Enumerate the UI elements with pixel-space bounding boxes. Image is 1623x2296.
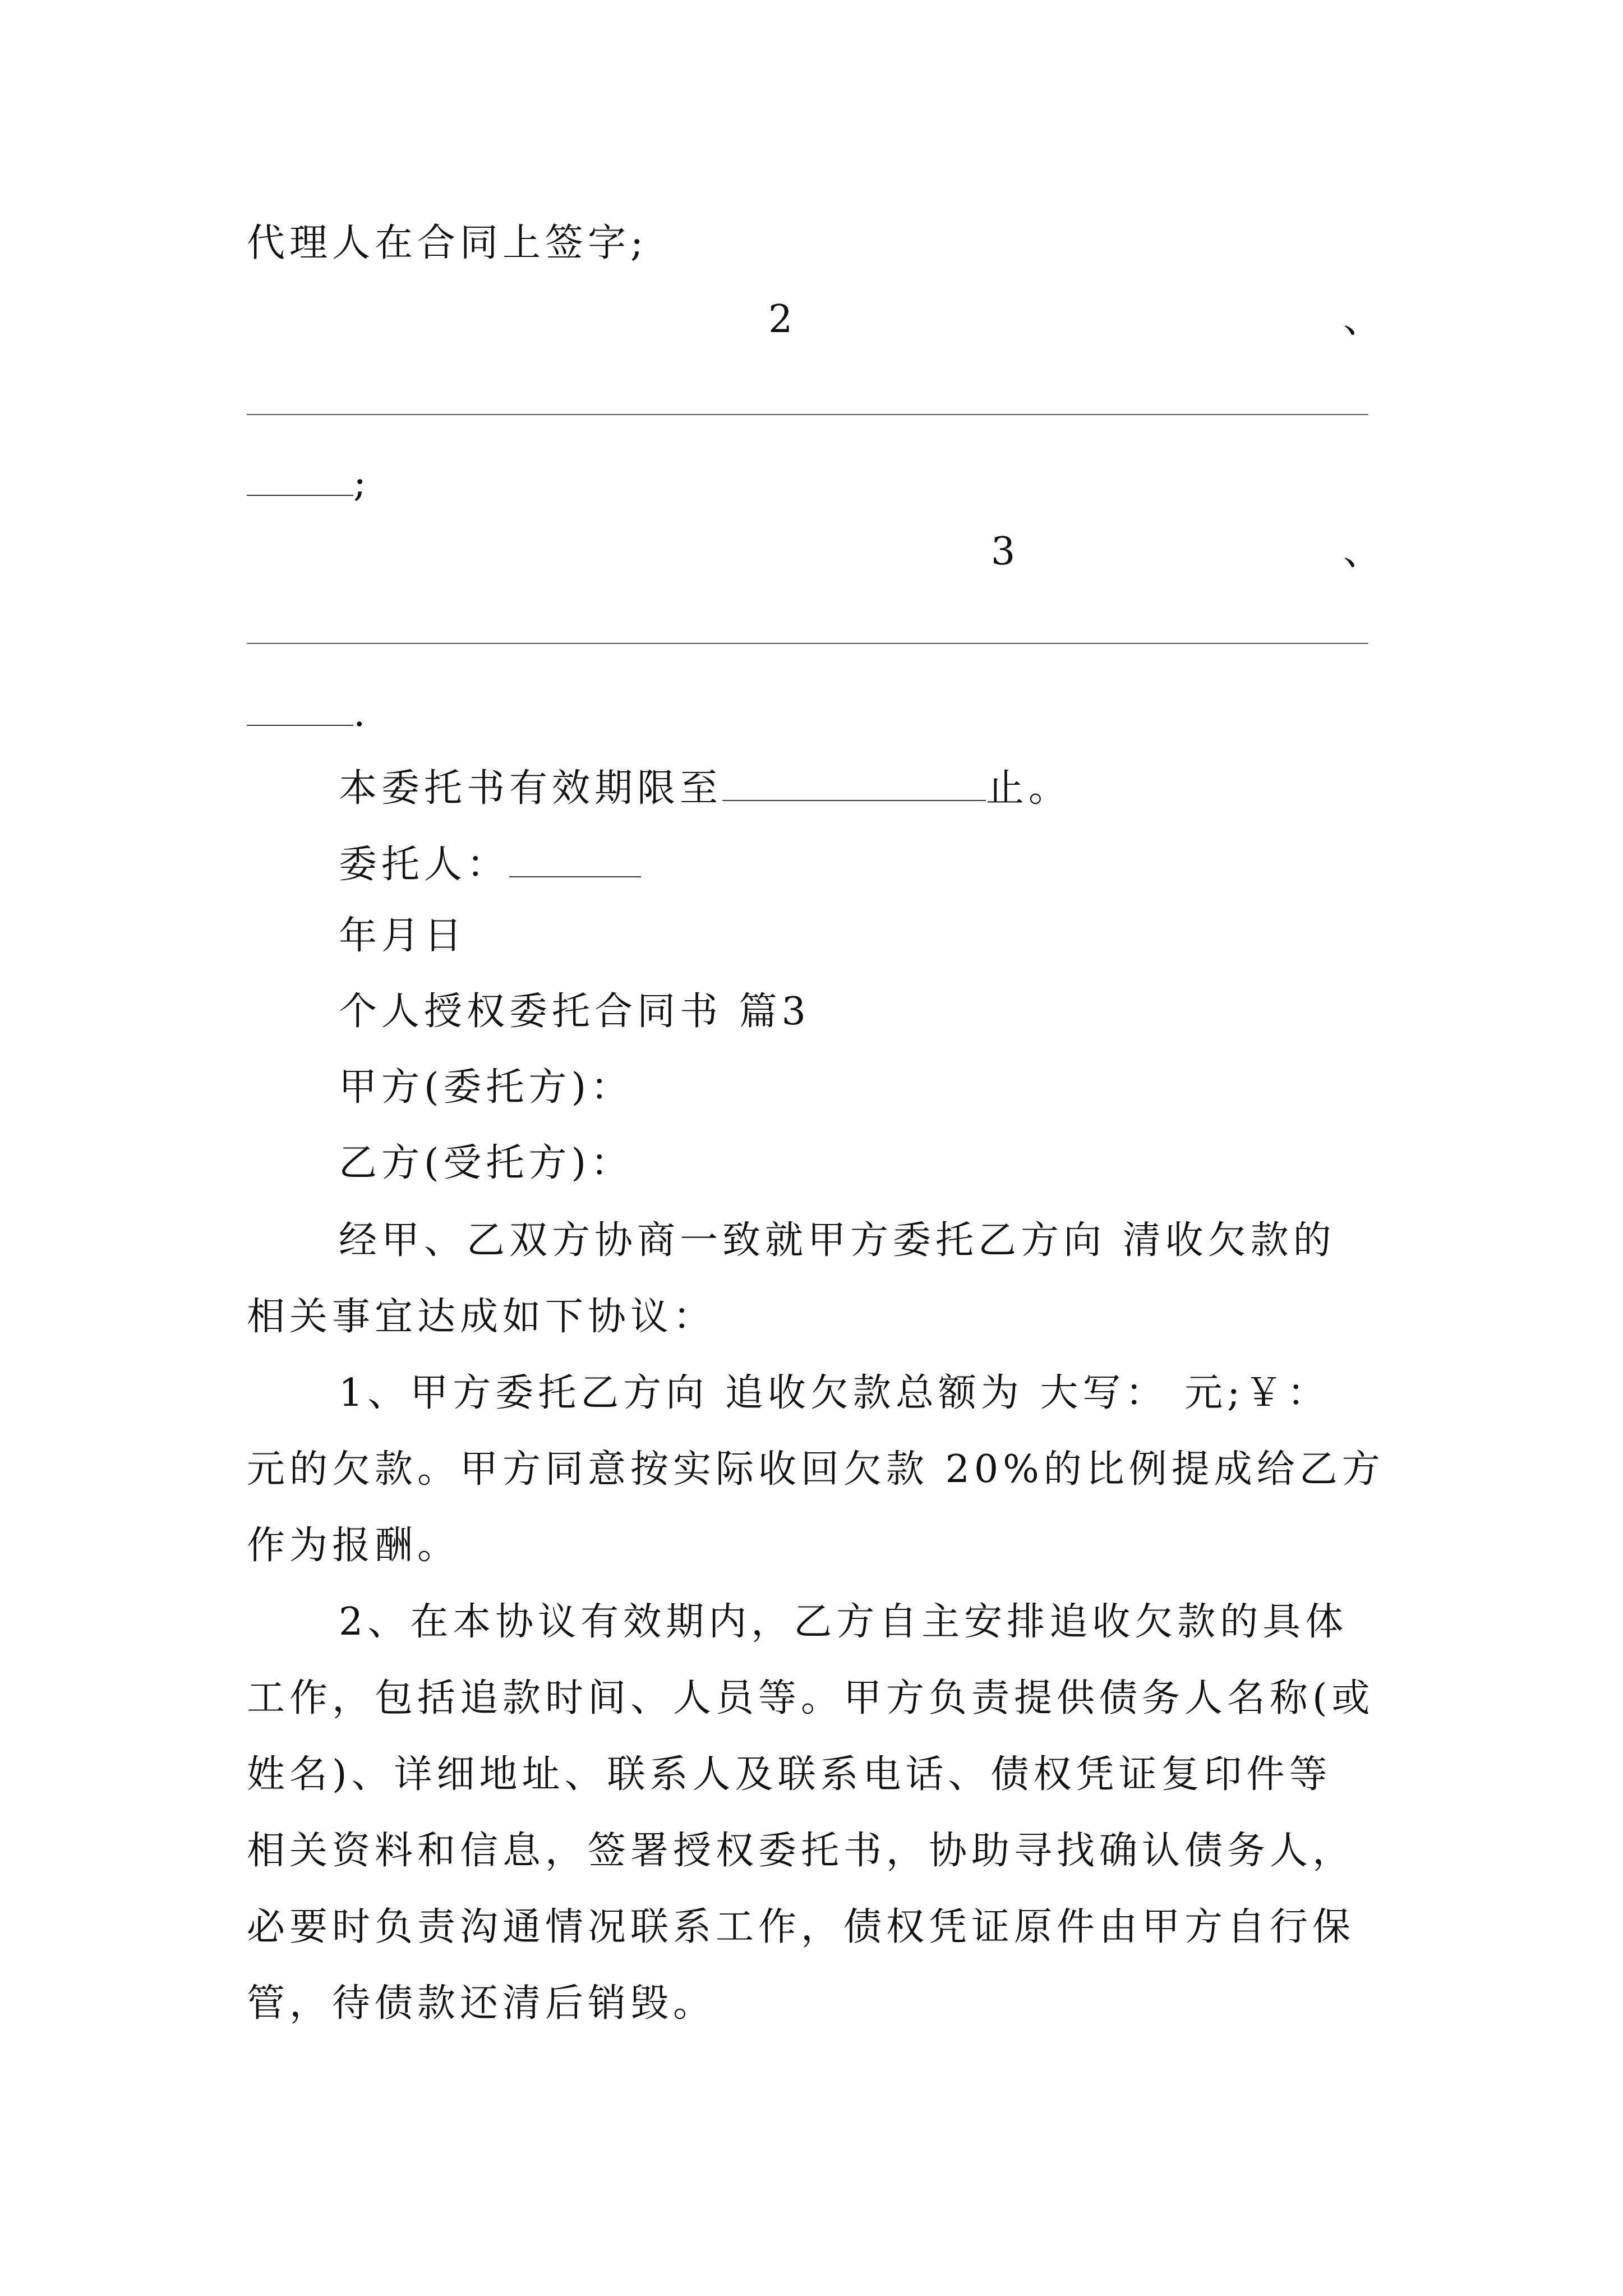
enumeration-mark: 、 <box>1343 530 1382 574</box>
paragraph-line: 相关事宜达成如下协议： <box>247 1295 716 1339</box>
item-number: 2 <box>768 297 793 342</box>
validity-line <box>339 765 1072 811</box>
fill-in-blank <box>247 460 353 496</box>
enumeration-mark: 、 <box>1343 297 1382 342</box>
text-line <box>247 690 370 733</box>
text-line <box>247 460 371 503</box>
fill-in-blank <box>247 690 353 726</box>
fill-in-rule <box>247 414 1368 415</box>
text-line: 代理人在合同上签字; <box>247 221 648 265</box>
item-number: 3 <box>991 530 1016 574</box>
section-heading: 个人授权委托合同书 篇3 <box>339 990 810 1034</box>
punctuation: ; <box>353 461 371 505</box>
paragraph-line: 1、甲方委托乙方向 追收欠款总额为 大写： 元;￥： <box>339 1371 1330 1415</box>
paragraph-line: 相关资料和信息，签署授权委托书，协助寻找确认债务人， <box>247 1829 1355 1873</box>
fill-in-blank <box>722 765 986 801</box>
validity-label: 本委托书有效期限至 <box>339 766 723 811</box>
fill-in-rule <box>247 643 1368 644</box>
paragraph-line: 工作，包括追款时间、人员等。甲方负责提供债务人名称(或 <box>247 1676 1375 1720</box>
date-line: 年月日 <box>339 914 467 958</box>
validity-tail: 止。 <box>986 766 1072 811</box>
principal-label: 委托人： <box>339 843 510 887</box>
paragraph-line: 作为报酬。 <box>247 1524 460 1568</box>
paragraph-line: 必要时负责沟通情况联系工作，债权凭证原件由甲方自行保 <box>247 1905 1355 1949</box>
paragraph-line: 管，待债款还清后销毁。 <box>247 1981 716 2026</box>
paragraph-line: 元的欠款。甲方同意按实际收回欠款 20%的比例提成给乙方 <box>247 1447 1385 1492</box>
principal-line <box>339 841 641 887</box>
paragraph-line: 姓名)、详细地址、联系人及联系电话、债权凭证复印件等 <box>247 1752 1332 1797</box>
fill-in-blank <box>509 841 641 877</box>
party-a-line: 甲方(委托方)： <box>339 1065 634 1110</box>
punctuation: . <box>353 691 370 735</box>
paragraph-line: 经甲、乙双方协商一致就甲方委托乙方向 清收欠款的 <box>339 1218 1336 1263</box>
party-b-line: 乙方(受托方)： <box>339 1141 634 1185</box>
paragraph-line: 2、在本协议有效期内，乙方自主安排追收欠款的具体 <box>339 1600 1348 1644</box>
